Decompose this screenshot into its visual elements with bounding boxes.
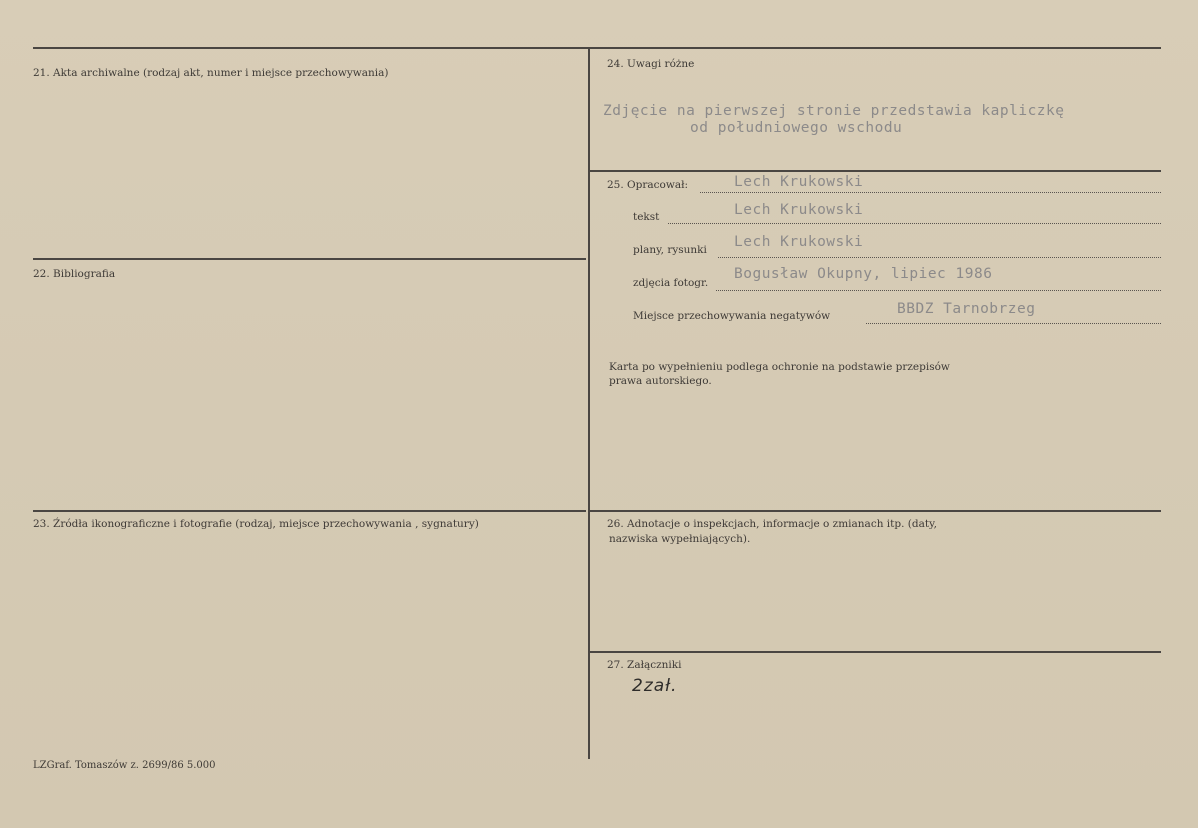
plany-line — [718, 257, 1161, 258]
section-24-note-line2: od południowego wschodu — [690, 120, 903, 136]
printer-imprint: LZGraf. Tomaszów z. 2699/86 5.000 — [33, 760, 216, 771]
top-rule — [33, 47, 1161, 49]
attachments-value: 2zał. — [632, 676, 678, 696]
section-24-note-line1: Zdjęcie na pierwszej stronie przedstawia kapliczkę — [603, 103, 1065, 119]
zdjecia-value: Bogusław Okupny, lipiec 1986 — [734, 266, 993, 282]
tekst-label: tekst — [633, 211, 660, 223]
section-26-line1: 26. Adnotacje o inspekcjach, informacje o zmianach itp. (daty, — [607, 518, 937, 530]
section-26-line2: nazwiska wypełniających). — [609, 533, 751, 545]
section-22-label: 22. Bibliografia — [33, 268, 116, 280]
rule-25-26 — [590, 510, 1161, 512]
tekst-line — [668, 223, 1161, 224]
zdjecia-line — [716, 290, 1161, 291]
section-23-label: 23. Źródła ikonograficzne i fotografie (rodzaj, miejsce przechowywania , sygnatury) — [33, 518, 479, 530]
zdjecia-label: zdjęcia fotogr. — [633, 277, 709, 289]
opracowal-value: Lech Krukowski — [734, 174, 864, 190]
section-27-label: 27. Załączniki — [607, 659, 682, 671]
rule-26-27 — [590, 651, 1161, 653]
plany-label: plany, rysunki — [633, 244, 707, 256]
copyright-note-line2: prawa autorskiego. — [609, 375, 712, 387]
copyright-note-line1: Karta po wypełnieniu podlega ochronie na podstawie przepisów — [609, 361, 950, 373]
section-25-label: 25. Opracował: — [607, 179, 689, 191]
tekst-value: Lech Krukowski — [734, 202, 864, 218]
opracowal-line — [700, 192, 1161, 193]
miejsce-value: BBDZ Tarnobrzeg — [897, 301, 1036, 317]
rule-24-25 — [590, 170, 1161, 172]
miejsce-line — [866, 323, 1161, 324]
plany-value: Lech Krukowski — [734, 234, 864, 250]
section-21-label: 21. Akta archiwalne (rodzaj akt, numer i miejsce przechowywania) — [33, 67, 389, 79]
section-24-label: 24. Uwagi różne — [607, 58, 695, 70]
rule-22-23 — [33, 510, 586, 512]
rule-21-22 — [33, 258, 586, 260]
miejsce-label: Miejsce przechowywania negatywów — [633, 310, 831, 322]
